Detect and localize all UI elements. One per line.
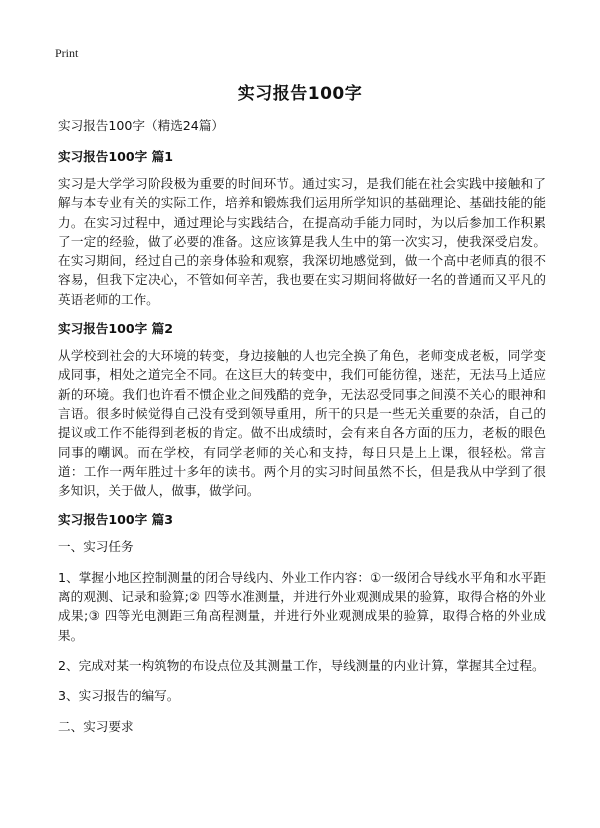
section-3 (58, 511, 546, 735)
paragraph: 一、实习任务 (58, 539, 134, 555)
section-heading: 实习报告100字 篇2 (58, 321, 173, 337)
section-heading: 实习报告100字 篇3 (58, 512, 173, 528)
section-heading: 实习报告100字 篇1 (58, 149, 173, 164)
section-2 (58, 320, 546, 500)
document-subtitle: 实习报告100字（精选24篇） (58, 118, 225, 133)
document-title: 实习报告100字 (237, 84, 363, 104)
paragraph: 2、完成对某一构筑物的布设点位及其测量工作，导线测量的内业计算，掌握其全过程。 (58, 657, 545, 673)
document-body (58, 117, 546, 747)
paragraph: 二、实习要求 (58, 718, 134, 734)
section-1 (58, 148, 546, 309)
paragraph: 实习是大学学习阶段极为重要的时间环节。通过实习，是我们能在社会实践中接触和了解与本专业有关的实际工作，培养和锻炼我们运用所学知识的基础理论、基础技能的能力。在实习过程中，通过理论与实践结合，在提高动手能力同时，为以后参加工作积累了一定的经验，做了必要的准备。这应该算是我人生中的第一次实习，使我深受启发。在实习期间，经过自己的亲身体验和观察，我深切地感觉到，做一个高中老师真的很不容易，但我下定决心，不管如何辛苦，我也要在实习期间将做好一名的普通而又平凡的英语老师的工作。 (58, 176, 546, 307)
paragraph: 从学校到社会的大环境的转变，身边接触的人也完全换了角色，老师变成老板，同学变成同事，相处之道完全不同。在这巨大的转变中，我们可能彷徨，迷茫，无法马上适应新的环境。我们也许看不惯企业之间残酷的竞争，无法忍受同事之间漠不关心的眼神和言语。很多时候觉得自己没有受到领导重用，所干的只是一些无关重要的杂活，自己的提议或工作不能得到老板的肯定。做不出成绩时，会有来自各方面的压力，老板的眼色同事的嘲讽。而在学校，有同学老师的关心和支持，每日只是上上课，很轻松。常言道：工作一两年胜过十多年的读书。两个月的实习时间虽然不长，但是我从中学到了很多知识，关于做人，做事，做学问。 (58, 348, 546, 499)
paragraph: 1、掌握小地区控制测量的闭合导线内、外业工作内容：①一级闭合导线水平角和水平距离的观测、记录和验算;② 四等水准测量，并进行外业观测成果的验算，取得合格的外业成果;③ 四等光电测距三角高程测量，并进行外业观测成果的验算，取得合格的外业成果。 (58, 569, 546, 643)
paragraph: 3、实习报告的编写。 (58, 688, 180, 704)
print-link[interactable]: Print (55, 46, 79, 60)
